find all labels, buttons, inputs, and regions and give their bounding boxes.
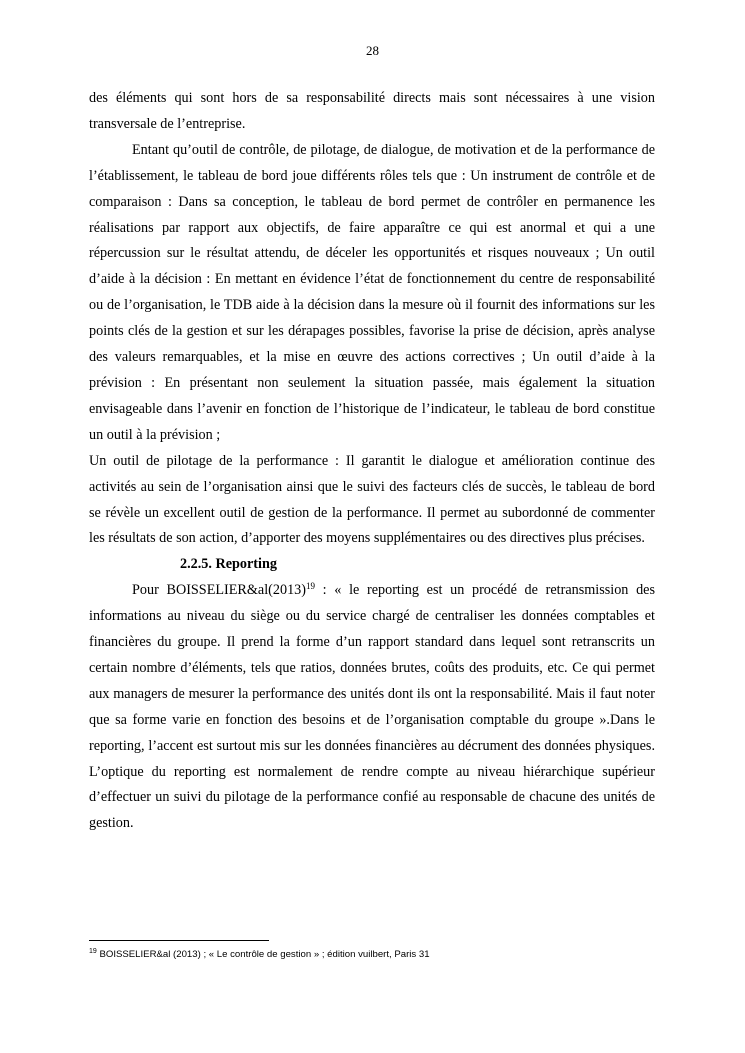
body-text bbox=[89, 86, 655, 837]
page-number: 28 bbox=[366, 43, 379, 58]
paragraph-performance-steering: Un outil de pilotage de la performance : Il garantit le dialogue et amélioration continue des activités au sein de l’organisation ainsi que le suivi des facteurs clés de succès, le tableau de bord se révèle un excellent outil de gestion de la performance. Il permet au subordonné de commenter les résultats de son action, d’apporter des moyens supplémentaires ou des directives plus précises. bbox=[89, 452, 655, 547]
footnote bbox=[89, 948, 655, 962]
section-heading: 2.2.5. Reporting bbox=[180, 556, 277, 573]
reporting-quote: : « le reporting est un procédé de retransmission des informations au niveau du siège ou du service chargé de centraliser les données comptables et financières du groupe. Il prend la forme d’un rapport standard dans lequel sont retranscrits un certain nombre d’éléments, tels que ratios, données brutes, coûts des produits, etc. Ce qui permet aux managers de mesurer la performance des unités dont ils ont la responsabilité. Mais il faut noter que sa forme varie en fonction des besoins et de l’organisation comptable du groupe ».Dans le reporting, l’accent est surtout mis sur les données financières au décrument des données physiques. L’optique du reporting est normalement de rendre compte au niveau hiérarchique supérieur d’effectuer un suivi du pilotage de la performance confié au responsable de chacune des unités de gestion. bbox=[89, 582, 655, 832]
footnote-number: 19 bbox=[89, 948, 97, 955]
paragraph-dashboard-roles: Entant qu’outil de contrôle, de pilotage, de dialogue, de motivation et de la performance de l’établissement, le tableau de bord joue différents rôles tels que : Un instrument de contrôle et de comparaison : Dans sa conception, le tableau de bord permet de contrôler en permanence les réalisations par rapport aux objectifs, de faire apparaître ce qui est anormal et qui a une répercussion sur le résultat attendu, de déceler les opportunités et risques nouveaux ; Un outil d’aide à la décision : En mettant en évidence l’état de fonctionnement du centre de responsabilité ou de l’organisation, le TDB aide à la décision dans la mesure où il fournit des informations sur les points clés de la gestion et sur les dérapages possibles, favorise la prise de décision, après analyse des valeurs remarquables, et la mise en œuvre des actions correctives ; Un outil d’aide à la prévision : En présentant non seulement la situation passée, mais également la situation envisageable dans l’avenir en fonction de l’historique de l’indicateur, le tableau de bord constitue un outil à la prévision ; bbox=[89, 141, 655, 443]
footnote-reference[interactable]: 19 bbox=[305, 581, 315, 592]
paragraph-reporting bbox=[89, 578, 655, 837]
paragraph-continuation: des éléments qui sont hors de sa responsabilité directs mais sont nécessaires à une vision transversale de l’entreprise. bbox=[89, 90, 655, 132]
footnote-text: BOISSELIER&al (2013) ; « Le contrôle de gestion » ; édition vuilbert, Paris 31 bbox=[96, 949, 430, 960]
footnote-divider bbox=[89, 940, 269, 941]
reporting-lead: Pour BOISSELIER&al(2013) bbox=[132, 582, 306, 599]
